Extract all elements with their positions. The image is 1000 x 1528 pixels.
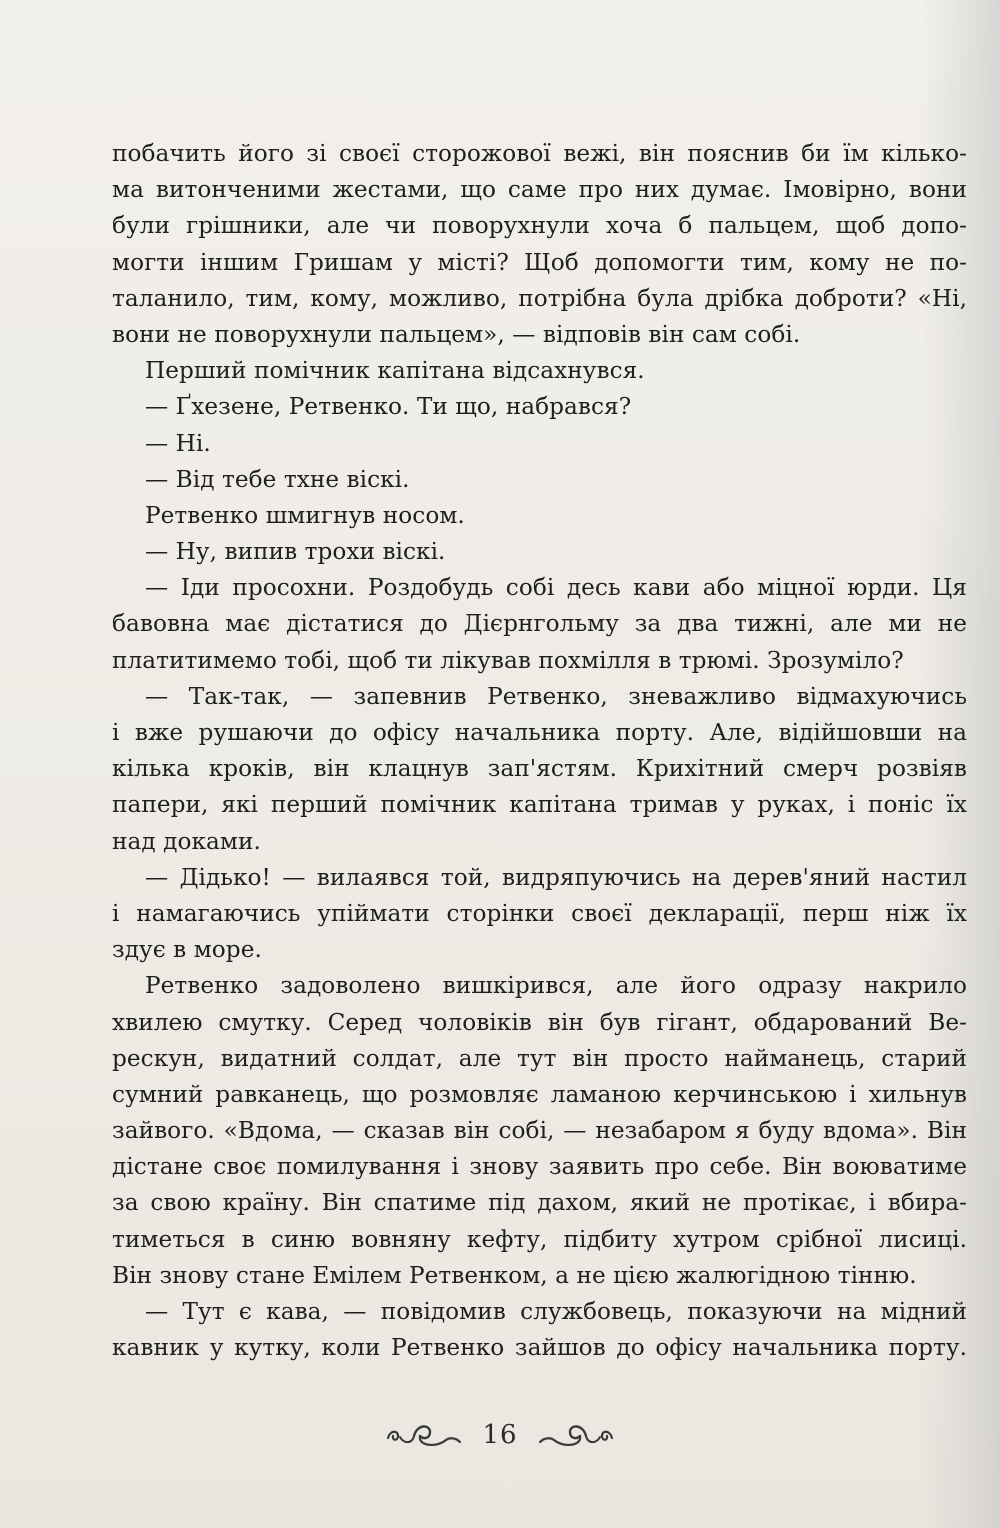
text-line: зайвого. «Вдома, — сказав він собі, — незабаром я буду вдома». Він — [112, 1117, 967, 1145]
text-line: рескун, видатний солдат, але тут він просто найманець, старий — [112, 1044, 967, 1072]
text-line: були грішники, але чи поворухнули хоча б пальцем, щоб допо- — [112, 212, 967, 240]
text-line: і вже рушаючи до офісу начальника порту. Але, відійшовши на — [112, 719, 967, 746]
text-line: за свою країну. Він спатиме під дахом, який не протікає, і вбира- — [112, 1189, 967, 1217]
text-line: могти іншим Гришам у місті? Щоб допомогти тим, кому не по- — [112, 248, 967, 276]
text-line: тиметься в синю вовняну кефту, підбиту хутром срібної лисиці. — [112, 1225, 967, 1253]
text-line: — Ну, випив трохи віскі. — [145, 538, 446, 566]
left-flourish-icon — [384, 1418, 464, 1452]
text-line: таланило, тим, кому, можливо, потрібна була дрібка доброти? «Ні, — [112, 284, 967, 312]
text-line: — Дідько! — вилаявся той, видряпуючись на дерев'яний настил — [145, 863, 967, 891]
text-line: — Ґхезене, Ретвенко. Ти що, набрався? — [145, 393, 632, 421]
text-line: Ретвенко задоволено вишкірився, але його одразу накрило — [145, 972, 967, 1000]
text-line: і намагаючись упіймати сторінки своєї декларації, перш ніж їх — [112, 899, 967, 927]
text-line: над доками. — [112, 827, 261, 855]
text-line: кавник у кутку, коли Ретвенко зайшов до офісу начальника порту. — [112, 1334, 967, 1362]
text-line: кілька кроків, він клацнув зап'ястям. Крихітний смерч розвіяв — [112, 755, 967, 783]
text-line: папери, які перший помічник капітана тримав у руках, і поніс їх — [112, 791, 967, 819]
text-line: — Від тебе тхне віскі. — [145, 465, 410, 493]
text-line: хвилею смутку. Серед чоловіків він був гігант, обдарований Ве- — [112, 1008, 967, 1036]
text-line: вони не поворухнули пальцем», — відповів він сам собі. — [112, 320, 801, 348]
page-number: 16 — [482, 1420, 518, 1450]
right-flourish-icon — [536, 1418, 616, 1452]
text-line: — Тут є кава, — повідомив службовець, показуючи на мідний — [145, 1298, 967, 1325]
text-line: — Іди просохни. Роздобудь собі десь кави або міцної юрди. Ця — [145, 574, 967, 602]
text-line: — Ні. — [145, 429, 211, 457]
text-line: дістане своє помилування і знову заявить про себе. Він воюватиме — [112, 1153, 967, 1181]
text-line: ма витонченими жестами, що саме про них думає. Імовірно, вони — [112, 176, 967, 204]
page-footer — [0, 1410, 1000, 1460]
text-line: Перший помічник капітана відсахнувся. — [145, 357, 645, 385]
text-line: платитимемо тобі, щоб ти лікував похмілля в трюмі. Зрозуміло? — [112, 646, 904, 674]
text-line: сумний равканець, що розмовляє ламаною керчинською і хильнув — [112, 1080, 967, 1108]
text-line: — Так-так, — запевнив Ретвенко, зневажливо відмахуючись — [145, 682, 967, 710]
text-line: Ретвенко шмигнув носом. — [145, 501, 465, 529]
text-line: побачить його зі своєї сторожової вежі, він пояснив би їм кілько- — [112, 140, 967, 167]
text-line: здує в море. — [112, 936, 262, 964]
text-line: Він знову стане Емілем Ретвенком, а не цією жалюгідною тінню. — [112, 1261, 917, 1289]
body-text — [112, 136, 967, 1366]
text-line: бавовна має дістатися до Дієрнгольму за два тижні, але ми не — [112, 610, 967, 638]
